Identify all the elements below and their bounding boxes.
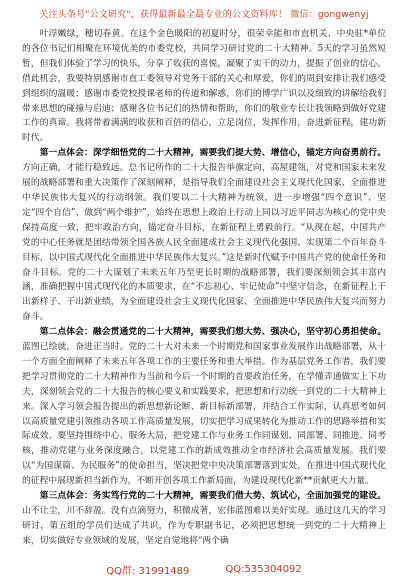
footer-qq-group: QQ群: 31991489 — [106, 565, 190, 577]
paragraph-point-2 — [22, 325, 386, 489]
banner-text: 关注头条号"公文研究"，获得最新最全最专业的公文资料库！ 微信：gongwenyj — [39, 9, 369, 20]
paragraph-text: 蓝图已绘就，奋进正当时。党的二十大对未来一个时期党和国家事业发展作出战略部署，从十一个方面全面阐释了未来五年各项工作的主要任务和重大举措。作为基层党务工作者，我们要把学习贯彻党的二十大精神作为当前和今后一个时期的首要政治任务，在学懂弄通做实上下功夫，深刻领会党的二十大报告的核心要义和实践要求，把思想和行动统一到党的二十大精神上来。深入学习领会报告提出的新思想新论断、新目标新部署，并结合工作实际，认真思考如何以高质量党建引领推动各项工作高质量发展，切实把学习成果转化为推动工作的思路举措和实际成效。要坚持围绕中心、服务大局，把党建工作与业务工作同谋划、同部署、同推进、同考核，推动党建与业务深度融合，以党建工作的新成效推动全市经济社会高质量发展。我们要以“为国谋篇、为民服务”的使命担当，坚决把党中央决策部署落到实处，在推进中国式现代化的征程中展现新担当新作为，不断开创各项工作新局面，为建设现代化新**贡献更大力量。 — [22, 342, 386, 487]
paragraph-point-3 — [22, 489, 386, 549]
paragraph-text: 方向正确，才能行稳致远。总书记所作的二十大报告举旗定向，高屋建瓴，对党和国家未来发展的战略部署和重大决策作了深刻阐释，是指导我们全面建设社会主义现代化国家、全面推进中华民族伟大复兴的行动纲领。我们要以二十大精神为统领，进一步增强“四个意识”、坚定“四个自信”、做到“两个维护”，始终在思想上政治上行动上同以习近平同志为核心的党中央保持高度一致，把牢政治方向，锚定奋斗目标，在新征程上勇毅前行。“从现在起，中国共产党的中心任务就是团结带领全国各族人民全面建成社会主义现代化强国、实现第二个百年奋斗目标，以中国式现代化全面推进中华民族伟大复兴。”这是新时代赋予中国共产党的使命任务和奋斗目标。党的二十大谋划了未来五年乃至更长时期的战略部署，我们要深刻领会其丰富内涵，准确把握中国式现代化的本质要求，在“不忘初心、牢记使命”中坚守信念，在新征程上干出新样子、干出新业绩，为全面建设社会主义现代化国家、全面推进中华民族伟大复兴而努力奋斗。 — [22, 163, 386, 323]
paragraph-heading: 第三点体会：务实笃行党的二十大精神，需要我们借大势、筑试心，全面加强党的建设。 — [39, 491, 386, 502]
paragraph-text: 叶浮嫩绿，穗切春黄。在这个金色暖阳的初夏时分，很荣幸能和市直机关、中央驻*单位的各位书记们相聚在环境优美的市委党校，共同学习研讨党的二十大精神。5天的学习虽然短暂，但我们体验了学习的快乐，分享了收获的喜悦，凝聚了实干的动力，提振了创业的信心。借此机会，我要特别感谢市直工委领导对党务干部的关心和厚爱，你们的周到安排让我们感受到组织的温暖；感谢市委党校授课老师的传道和解惑，你们的博学广识以及细致的讲解给我们带来思想的碰撞与启迪；感谢各位书记们的热情和帮助，你们的敬业专长让我领略到做好党建工作的真谛。我将带着满满的收获和百倍的信心，立足岗位，发挥作用，奋进新征程，建功新时代。 — [22, 29, 386, 144]
footer — [0, 558, 408, 580]
paragraph-intro — [22, 27, 386, 146]
paragraph-text: 山不让尘，川不辞盈。没有点滴努力，积微成著，宏伟蓝图难以美好实现。通过这几天的学习研讨，第五组的学员们达成了共识，作为专职副书记，必须把思想统一到党的二十大精神上来，切实做好专业领域的发展，坚定自觉地将“两个确 — [22, 506, 386, 546]
footer-qq: QQ:535304092 — [225, 563, 302, 575]
paragraph-heading: 第一点体会：深学细悟党的二十大精神，需要我们提大势、增信心，锚定方向奋勇前行。 — [39, 148, 386, 159]
paragraph-heading: 第二点体会：融会贯通党的二十大精神，需要我们想大势、强决心，坚守初心勇担使命。 — [39, 327, 386, 338]
document-body — [22, 27, 386, 549]
paragraph-point-1 — [22, 146, 386, 325]
top-banner — [0, 0, 408, 26]
